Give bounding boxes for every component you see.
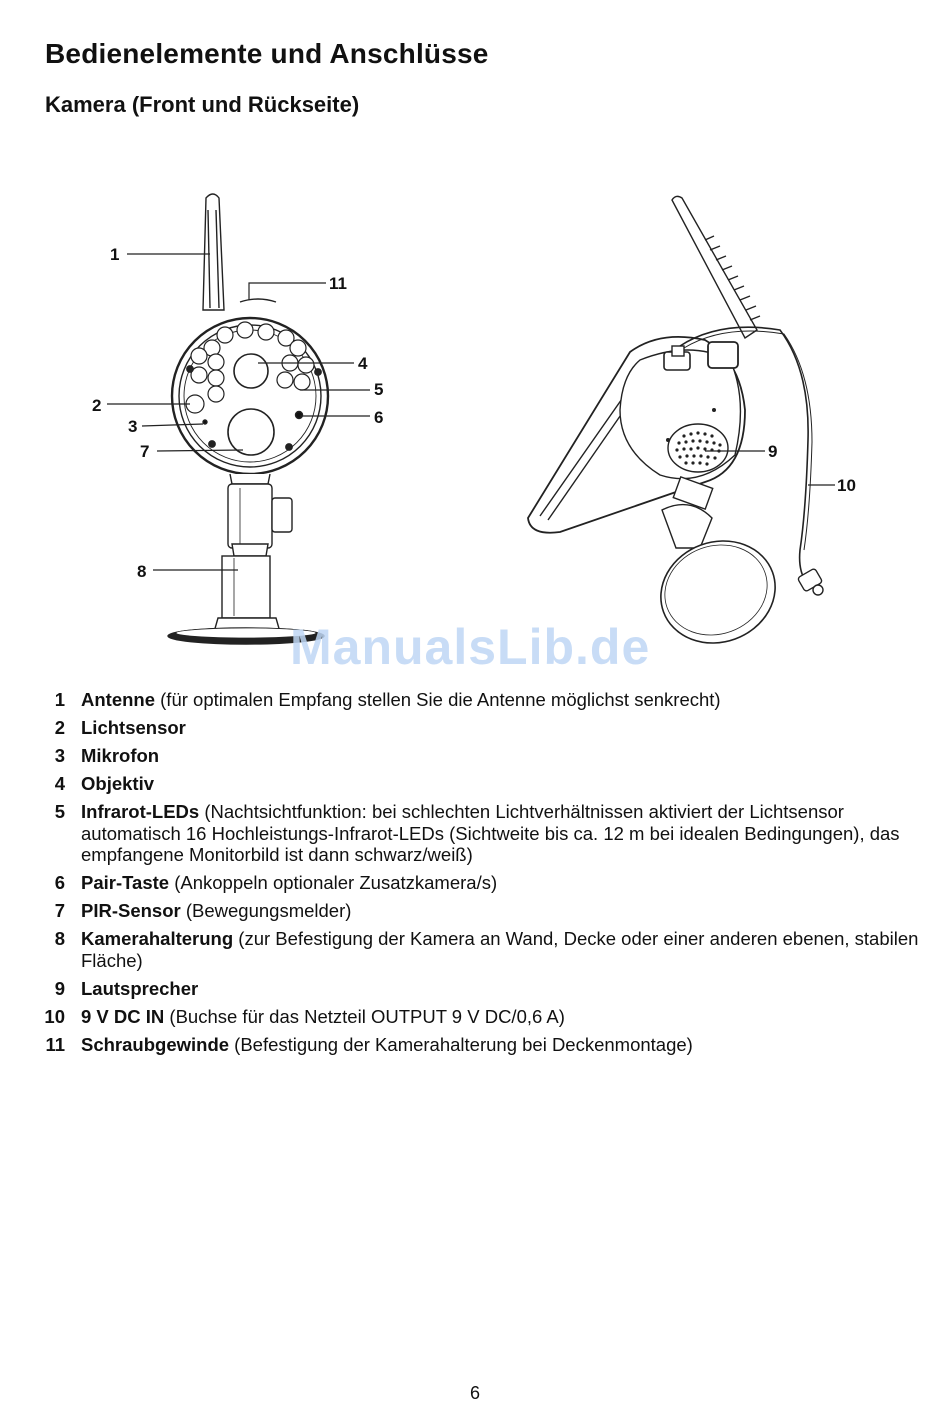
callout-4: 4 — [358, 354, 368, 373]
callout-10: 10 — [837, 476, 856, 495]
page-title: Bedienelemente und Anschlüsse — [45, 38, 489, 69]
list-item: 11 Schraubgewinde (Befestigung der Kamerahalterung bei Deckenmontage) — [45, 1033, 693, 1055]
camera-diagram — [0, 170, 950, 670]
list-item: 10 9 V DC IN (Buchse für das Netzteil OUTPUT 9 V DC/0,6 A) — [44, 1005, 565, 1027]
list-item: 6 Pair-Taste (Ankoppeln optionaler Zusatzkamera/s) — [54, 872, 498, 893]
callout-1: 1 — [110, 245, 120, 264]
list-item: 2 Lichtsensor — [54, 717, 186, 738]
callout-9: 9 — [768, 442, 778, 461]
list-item: 4 Objektiv — [54, 773, 154, 794]
callout-7: 7 — [140, 442, 150, 461]
callout-5: 5 — [374, 380, 384, 399]
callout-11: 11 — [329, 274, 347, 293]
list-item: 7 PIR-Sensor (Bewegungsmelder) — [54, 900, 352, 921]
list-item: 3 Mikrofon — [54, 745, 160, 766]
page-number: 6 — [469, 1383, 480, 1403]
section-subtitle: Kamera (Front und Rückseite) — [45, 92, 360, 117]
camera-rear-view — [528, 196, 823, 658]
camera-illustration — [0, 170, 950, 670]
list-item: 5 Infrarot-LEDs (Nachtsichtfunktion: bei schlechten Lichtverhältnissen aktiviert der Lichtsensor automatisch 16 Hochleistungs-Infrarot-LEDs (Sichtweite bis ca. 12 m bei idealen Bedingungen), das empfangene Monitorbild ist dann schwarz/weiß) — [54, 801, 900, 865]
list-item: 9 Lautsprecher — [54, 977, 199, 999]
callout-8: 8 — [137, 562, 147, 581]
list-item: 8 Kamerahalterung (zur Befestigung der Kamera an Wand, Decke oder einer anderen ebenen, stabilen Fläche) — [54, 928, 919, 971]
list-item: 1 Antenne (für optimalen Empfang stellen Sie die Antenne möglichst senkrecht) — [54, 689, 721, 710]
callout-3: 3 — [128, 417, 138, 436]
camera-front-view — [168, 194, 328, 644]
callout-2: 2 — [92, 396, 102, 415]
watermark: ManualsLib.de — [290, 619, 651, 675]
callout-6: 6 — [374, 408, 384, 427]
component-list — [40, 689, 930, 1062]
